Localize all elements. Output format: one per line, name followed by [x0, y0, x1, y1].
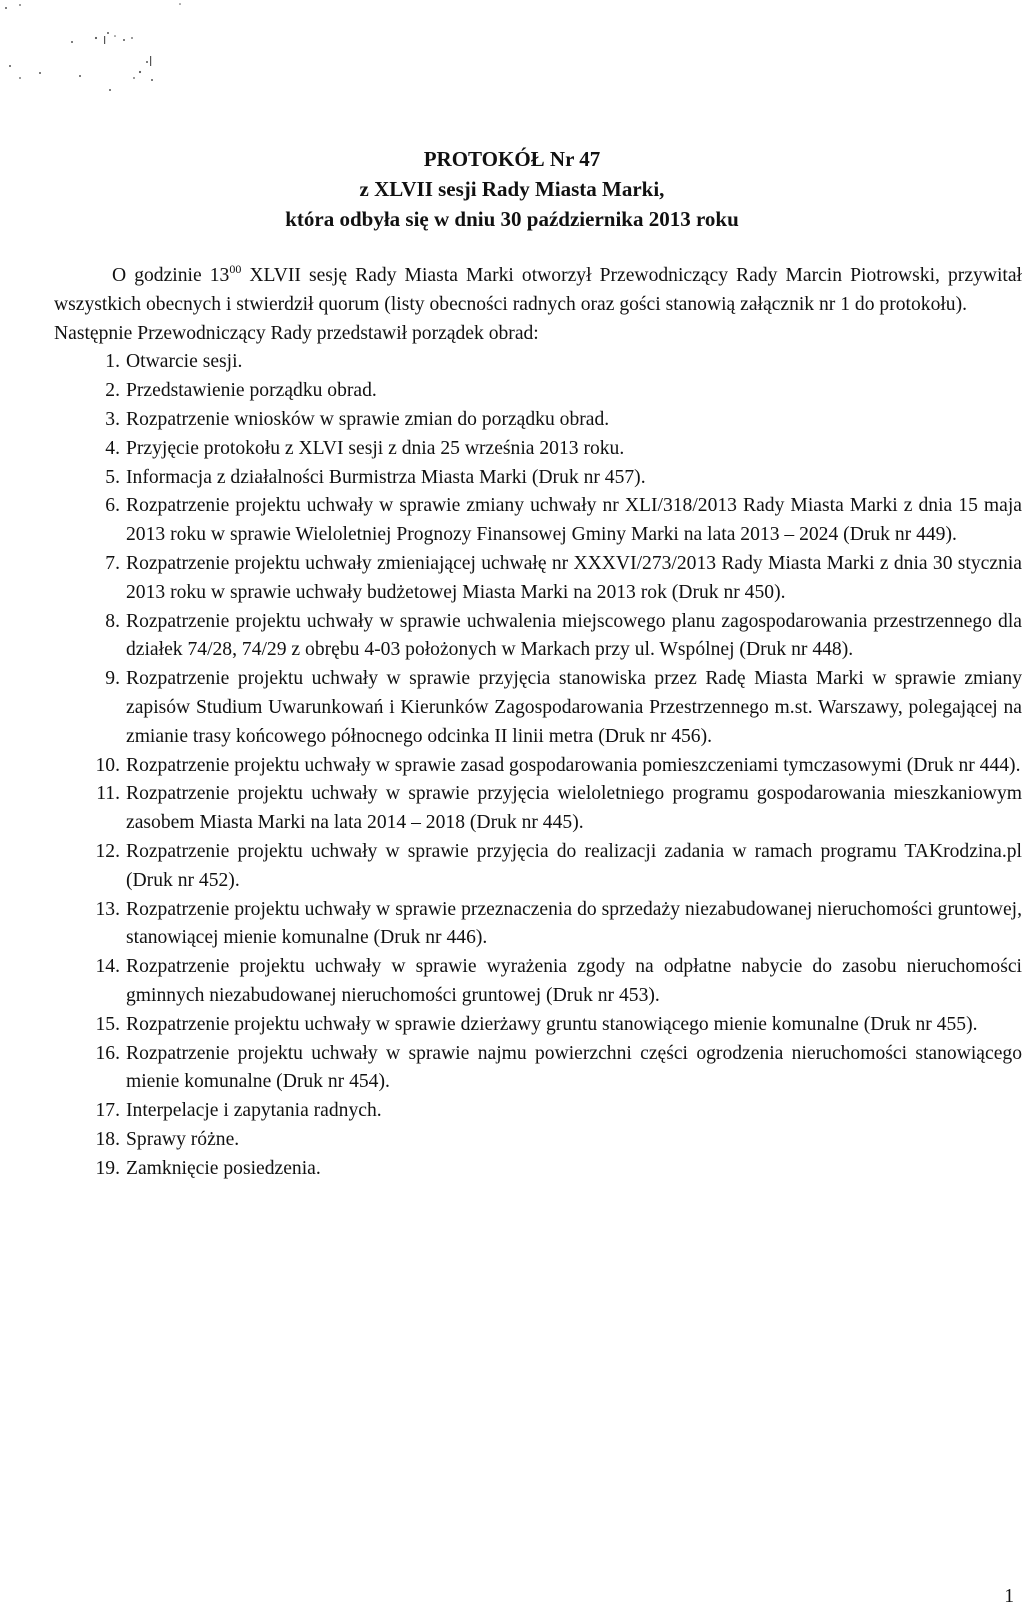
agenda-item [54, 752, 1022, 781]
session-line: z XLVII sesji Rady Miasta Marki, [359, 177, 665, 201]
agenda-item [54, 492, 1022, 550]
agenda-item-text: Rozpatrzenie projektu uchwały w sprawie przyjęcia wieloletniego programu gospodarowania mieszkaniowym zasobem Miasta Marki na lata 2014 – 2018 (Druk nr 445). [126, 783, 1022, 834]
agenda-item-text: Rozpatrzenie projektu uchwały w sprawie zasad gospodarowania pomieszczeniami tymczasowymi (Druk nr 444). [126, 754, 1021, 776]
agenda-item-number: 3. [105, 408, 120, 430]
agenda-item-number: 9. [105, 668, 120, 690]
agenda-item-number: 11. [96, 783, 120, 805]
agenda-item-text: Zamknięcie posiedzenia. [126, 1157, 321, 1179]
agenda-item-number: 6. [105, 495, 120, 517]
agenda-item-number: 12. [95, 840, 120, 862]
agenda-item-text: Rozpatrzenie projektu uchwały w sprawie dzierżawy gruntu stanowiącego mienie komunalne (Druk nr 455). [126, 1013, 978, 1035]
agenda-item [54, 1040, 1022, 1098]
agenda-item-number: 17. [95, 1100, 120, 1122]
agenda-item-text: Interpelacje i zapytania radnych. [126, 1100, 382, 1122]
agenda-item-number: 15. [95, 1013, 120, 1035]
agenda-item-number: 5. [105, 466, 120, 488]
agenda-item-text: Sprawy różne. [126, 1128, 240, 1150]
agenda-item [54, 377, 1022, 406]
agenda-item-number: 18. [95, 1128, 120, 1150]
agenda-item [54, 838, 1022, 896]
agenda-item-number: 7. [105, 552, 120, 574]
agenda-item-text: Informacja z działalności Burmistrza Miasta Marki (Druk nr 457). [126, 466, 646, 488]
agenda-item-text: Przyjęcie protokołu z XLVI sesji z dnia 25 września 2013 roku. [126, 437, 625, 459]
agenda-item [54, 953, 1022, 1011]
agenda-item [54, 1011, 1022, 1040]
agenda-item-text: Rozpatrzenie projektu uchwały w sprawie przeznaczenia do sprzedaży niezabudowanej nieruchomości gruntowej, stanowiącej mienie komunalne (Druk nr 446). [126, 898, 1022, 949]
agenda-item-text: Rozpatrzenie projektu uchwały w sprawie najmu powierzchni części ogrodzenia nieruchomości stanowiącego mienie komunalne (Druk nr 454). [126, 1042, 1022, 1093]
agenda-item-number: 2. [105, 380, 120, 402]
agenda-item-number: 10. [95, 754, 120, 776]
agenda-item [54, 608, 1022, 666]
agenda-item-text: Przedstawienie porządku obrad. [126, 380, 377, 402]
intro-hour: 13 [209, 265, 230, 286]
agenda-item-number: 14. [95, 956, 120, 978]
agenda-item-number: 8. [105, 610, 120, 632]
agenda-item-number: 19. [95, 1157, 120, 1179]
agenda-item [54, 550, 1022, 608]
agenda-item [54, 1126, 1022, 1155]
agenda-item-text: Otwarcie sesji. [126, 351, 243, 373]
document-body [54, 262, 1022, 1184]
agenda-item [54, 1097, 1022, 1126]
agenda-item [54, 348, 1022, 377]
agenda-item-number: 13. [95, 898, 120, 920]
agenda-item-text: Rozpatrzenie projektu uchwały w sprawie zmiany uchwały nr XLI/318/2013 Rady Miasta Marki z dnia 15 maja 2013 roku w sprawie Wieloletniej Prognozy Finansowej Gminy Marki na lata 2013 – 2024 (Druk nr 449). [126, 495, 1022, 546]
agenda-item [54, 896, 1022, 954]
agenda-item-text: Rozpatrzenie projektu uchwały w sprawie przyjęcia do realizacji zadania w ramach programu TAKrodzina.pl (Druk nr 452). [126, 840, 1022, 891]
intro-minutes: 00 [229, 262, 242, 276]
agenda-item [54, 464, 1022, 493]
agenda-item [54, 665, 1022, 751]
scan-noise-specks [0, 0, 200, 110]
session-date-line: która odbyła się w dniu 30 października 2013 roku [285, 207, 739, 231]
agenda-item-text: Rozpatrzenie projektu uchwały w sprawie wyrażenia zgody na odpłatne nabycie do zasobu nieruchomości gminnych niezabudowanej nieruchomości gruntowej (Druk nr 453). [126, 956, 1022, 1006]
agenda-item [54, 435, 1022, 464]
agenda-item-text: Rozpatrzenie projektu uchwały w sprawie przyjęcia stanowiska przez Radę Miasta Marki w sprawie zmiany zapisów Studium Uwarunkowań i Kierunków Zagospodarowania Przestrzennego m.st. Warszawy, polegającej na zmianie trasy końcowego północnego odcinka II linii metra (Druk nr 456). [126, 668, 1022, 747]
agenda-item-number: 4. [105, 437, 120, 459]
agenda-item-text: Rozpatrzenie projektu uchwały zmieniającej uchwałę nr XXXVI/273/2013 Rady Miasta Marki z dnia 30 stycznia 2013 roku w sprawie uchwały budżetowej Miasta Marki na 2013 rok (Druk nr 450). [126, 552, 1022, 603]
agenda-item [54, 1155, 1022, 1184]
agenda-item-text: Rozpatrzenie projektu uchwały w sprawie uchwalenia miejscowego planu zagospodarowania przestrzennego dla działek 74/28, 74/29 z obrębu 4-03 położonych w Markach przy ul. Wspólnej (Druk nr 448). [126, 610, 1022, 661]
document-title: PROTOKÓŁ Nr 47 [423, 147, 601, 171]
agenda-list [54, 348, 1022, 1183]
intro-text-after: XLVII sesję Rady Miasta Marki otworzył Przewodniczący Rady Marcin Piotrowski, przywitał wszystkich obecnych i stwierdził quorum (listy obecności radnych oraz gości stanowią załącznik nr 1 do protokołu). [54, 265, 1022, 315]
page-number: 1 [1004, 1586, 1014, 1607]
document-header [0, 144, 1024, 234]
intro-paragraph [54, 262, 1022, 320]
agenda-lead: Następnie Przewodniczący Rady przedstawił porządek obrad: [54, 322, 539, 344]
agenda-item-text: Rozpatrzenie wniosków w sprawie zmian do porządku obrad. [126, 408, 610, 430]
agenda-item-number: 16. [95, 1042, 120, 1064]
intro-text-before: O godzinie [112, 265, 210, 286]
agenda-item [54, 780, 1022, 838]
agenda-item-number: 1. [105, 351, 120, 373]
agenda-item [54, 406, 1022, 435]
